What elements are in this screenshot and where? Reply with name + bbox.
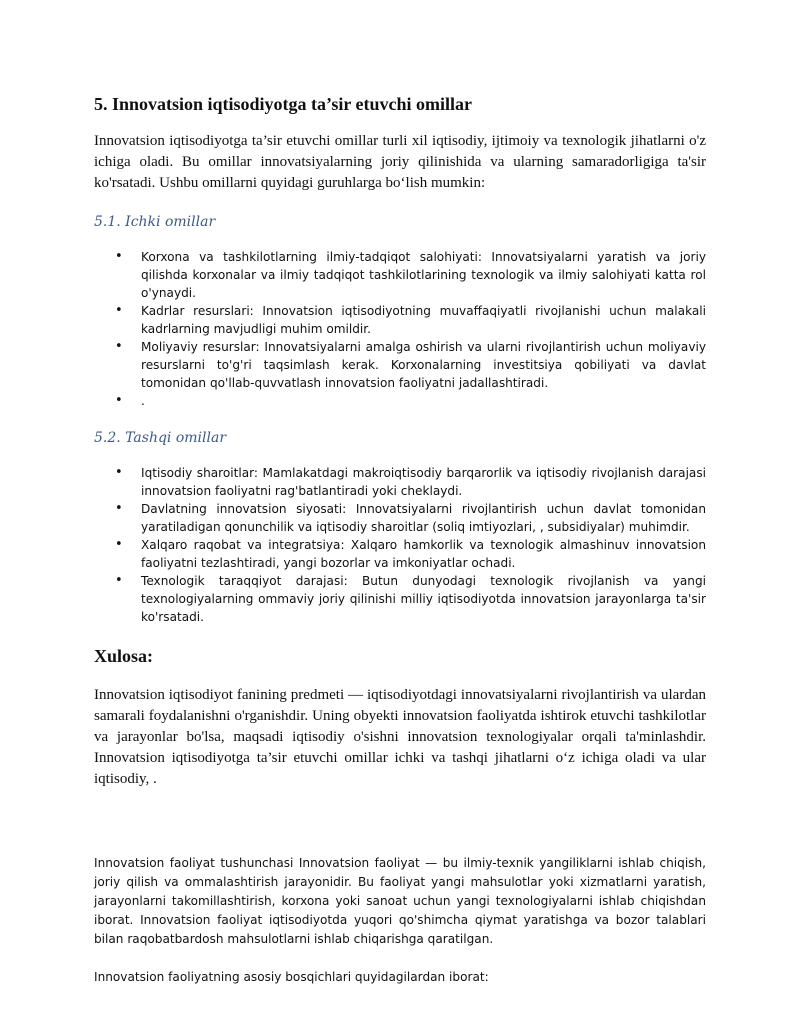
bullet-icon: • — [115, 573, 123, 588]
list-item — [115, 392, 706, 410]
list-item-text: Moliyaviy resurslar: Innovatsiyalarni amalga oshirish va ularni rivojlantirish uchun moliyaviy resurslarni to'g'ri taqsimlash kerak. Korxonalarning investitsiya qobiliyati va davlat tomonidan qo'llab-quvvatlash innovatsion faoliyatni jadallashtiradi. — [141, 340, 706, 390]
subsection-5-2-heading: 5.2. Tashqi omillar — [94, 430, 227, 446]
bullet-icon: • — [115, 537, 123, 552]
bullet-icon: • — [115, 393, 123, 408]
list-item-text: Texnologik taraqqiyot darajasi: Butun dunyodagi texnologik rivojlanish va yangi texnologiyalarning ommaviy joriy qilinishi milliy iqtisodiyotda innovatsion jarayonlarga ta'sir ko'rsatadi. — [141, 574, 706, 624]
conclusion-heading: Xulosa: — [94, 646, 154, 666]
section-5-intro: Innovatsion iqtisodiyotga ta’sir etuvchi omillar turli xil iqtisodiy, ijtimoiy va texnologik jihatlarni o'z ichiga oladi. Bu omillar innovatsiyalarning joriy qilinishida va ularning samaradorligiga ta'sir ko'rsatadi. Ushbu omillarni quyidagi guruhlarga bo‘lish mumkin: — [94, 133, 706, 191]
list-item-text: Kadrlar resurslari: Innovatsion iqtisodiyotning muvaffaqiyatli rivojlanishi uchun malakali kadrlarning mavjudligi muhim omildir. — [141, 304, 706, 336]
subsection-5-1-heading: 5.1. Ichki omillar — [94, 214, 216, 230]
bullet-icon: • — [115, 249, 123, 264]
list-item-text: Korxona va tashkilotlarning ilmiy-tadqiqot salohiyati: Innovatsiyalarni yaratish va joriy qilishda korxonalar va ilmiy tadqiqot tashkilotlarining texnologik va ilmiy salohiyati katta rol o'ynaydi. — [141, 250, 706, 300]
list-item — [115, 248, 706, 302]
list-item-text: Xalqaro raqobat va integratsiya: Xalqaro hamkorlik va texnologik almashinuv innovatsion faoliyatni tezlashtiradi, yangi bozorlar va imkoniyatlar ochadi. — [141, 538, 706, 570]
list-item-text: Iqtisodiy sharoitlar: Mamlakatdagi makroiqtisodiy barqarorlik va iqtisodiy rivojlanish darajasi innovatsion faoliyatni rag'batlantiradi yoki cheklaydi. — [141, 466, 706, 498]
list-item — [115, 338, 706, 392]
bullet-icon: • — [115, 339, 123, 354]
list-item — [115, 302, 706, 338]
bullet-icon: • — [115, 501, 123, 516]
internal-factors-list — [94, 248, 706, 410]
conclusion-text: Innovatsion iqtisodiyot fanining predmeti — iqtisodiyotdagi innovatsiyalarni rivojlantirish va ulardan samarali foydalanishni o'rganishdir. Uning obyekti innovatsion faoliyatda ishtirok etuvchi tashkilotlar va jarayonlar bo'lsa, maqsadi iqtisodiy o'sishni innovatsion texnologiyalar orqali ta'minlashdir. Innovatsion iqtisodiyotga ta’sir etuvchi omillar ichki va tashqi jihatlarni o‘z ichiga oladi va ular iqtisodiy, . — [94, 687, 706, 787]
innovation-activity-paragraph: Innovatsion faoliyat tushunchasi Innovatsion faoliyat — bu ilmiy-texnik yangiliklarni ishlab chiqish, joriy qilish va ommalashtirish jarayonidir. Bu faoliyat yangi mahsulotlar yoki xizmatlarni yaratish, jarayonlarni takomillashtirish, korxona yoki sanoat uchun yangi texnologiyalarni ishlab chiqishdan iborat. Innovatsion faoliyat iqtisodiyotda yuqori qo'shimcha qiymat yaratishga va bozor talablari bilan raqobatbardosh mahsulotlarni ishlab chiqarishga qaratilgan. — [94, 856, 706, 946]
list-item — [115, 500, 706, 536]
list-item — [115, 464, 706, 500]
stages-intro-paragraph: Innovatsion faoliyatning asosiy bosqichlari quyidagilardan iborat: — [94, 970, 489, 984]
list-item — [115, 536, 706, 572]
external-factors-list — [94, 464, 706, 626]
bullet-icon: • — [115, 303, 123, 318]
list-item-text: . — [141, 394, 145, 408]
section-5-heading: 5. Innovatsion iqtisodiyotga ta’sir etuvchi omillar — [94, 94, 473, 114]
bullet-icon: • — [115, 465, 123, 480]
list-item-text: Davlatning innovatsion siyosati: Innovatsiyalarni rivojlantirish uchun davlat tomonidan yaratiladigan qonunchilik va iqtisodiy sharoitlar (soliq imtiyozlari, , subsidiyalar) muhimdir. — [141, 502, 706, 534]
list-item — [115, 572, 706, 626]
